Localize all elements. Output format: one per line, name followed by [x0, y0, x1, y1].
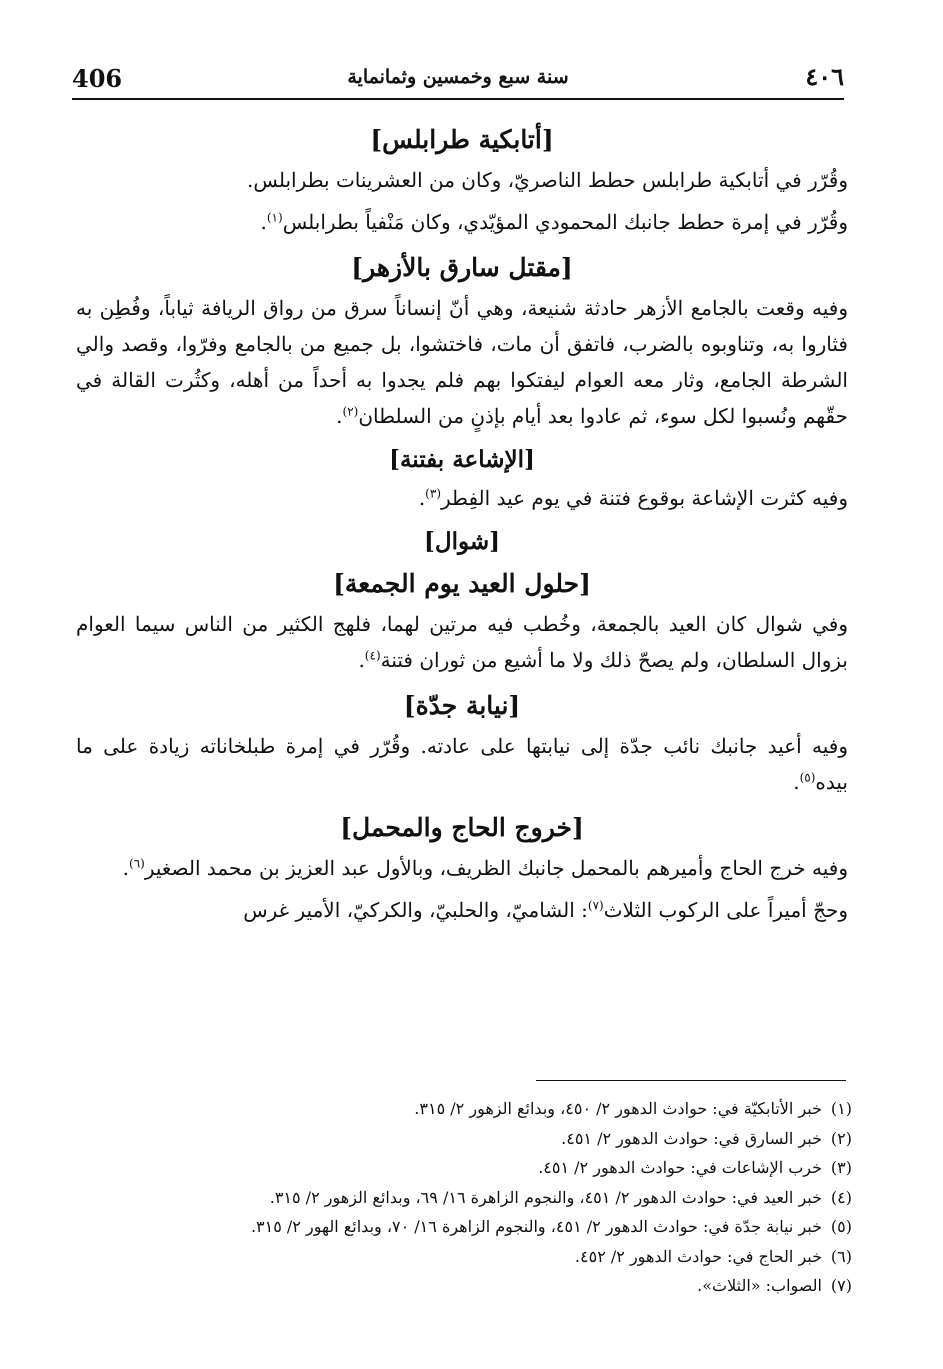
footnote [100, 1271, 852, 1301]
paragraph [76, 850, 848, 886]
footnote [100, 1094, 852, 1124]
footnote-ref: (٣) [425, 486, 441, 501]
footnote-text: خبر نيابة جدّة في: حوادث الدهور ٢/ ٤٥١، والنجوم الزاهرة ١٦/ ٧٠، وبدائع الهور ٢/ ٣١٥. [250, 1217, 822, 1236]
paragraph-text: وفي شوال كان العيد بالجمعة، وخُطب فيه مرتين لهما، فلهج الكثير من الناس سيما العوام بزوال السلطان، ولم يصحّ ذلك ولا ما أشيع من ثوران فتنة [76, 612, 848, 672]
running-title: سنة سبع وخمسين وثمانماية [347, 66, 569, 88]
paragraph-text: وقُرّر في أتابكية طرابلس حطط الناصريّ، وكان من العشرينات بطرابلس. [246, 168, 848, 192]
paragraph-text: . [260, 210, 267, 234]
paragraph [76, 606, 848, 678]
footnote-text: الصواب: «الثلاث». [697, 1276, 822, 1295]
paragraph [76, 290, 848, 434]
footnote-text: خبر الحاج في: حوادث الدهور ٢/ ٤٥٢. [574, 1246, 822, 1266]
paragraph-text: وفيه كثرت الإشاعة بوقوع فتنة في يوم عيد الفِطر [441, 486, 848, 510]
section-heading: [خروج الحاج والمحمل] [340, 813, 584, 842]
paragraph [76, 728, 848, 800]
footnote [100, 1183, 852, 1213]
section-heading: [نيابة جدّة] [403, 691, 521, 720]
paragraph [76, 204, 848, 240]
paragraph-text: . [336, 404, 343, 428]
page-number-latin: 406 [72, 64, 123, 93]
footnote-number: (٧) [830, 1276, 852, 1295]
footnote-text: خبر السارق في: حوادث الدهور ٢/ ٤٥١. [561, 1128, 822, 1148]
footnote-separator [536, 1080, 846, 1081]
footnote-text: خبر العيد في: حوادث الدهور ٢/ ٤٥١، والنجوم الزاهرة ١٦/ ٦٩، وبدائع الزهور ٢/ ٣١٥. [269, 1187, 822, 1207]
paragraph-text: وفيه خرج الحاج وأميرهم بالمحمل جانبك الظريف، وبالأول عبد العزيز بن محمد الصغير [144, 856, 848, 880]
footnote [100, 1124, 852, 1154]
paragraph-text: وقُرّر في إمرة حطط جانبك المحمودي المؤيّدي، وكان مَنْفياً بطرابلس [282, 210, 848, 234]
footnote-number: (٣) [830, 1158, 852, 1177]
footnote-number: (١) [830, 1099, 852, 1118]
footnote-ref: (٧) [587, 898, 604, 913]
footnotes [100, 1094, 852, 1301]
paragraph-text: . [793, 770, 800, 794]
footnote-ref: (٢) [342, 404, 359, 419]
page-number-arabic: ٤٠٦ [805, 62, 844, 91]
paragraph [76, 162, 848, 198]
footnote-number: (٤) [830, 1187, 852, 1207]
paragraph [76, 892, 848, 928]
footnote-text: خرب الإشاعات في: حوادث الدهور ٢/ ٤٥١. [538, 1158, 822, 1177]
page-header [72, 58, 844, 98]
paragraph-text: وحجّ أميراً على الركوب الثلاث [603, 898, 848, 922]
footnote-number: (٢) [830, 1128, 852, 1148]
section-heading: [حلول العيد يوم الجمعة] [333, 569, 591, 598]
paragraph-text: . [122, 856, 129, 880]
footnote [100, 1242, 852, 1272]
paragraph-text: . [358, 648, 365, 672]
section-heading: [شوال] [423, 528, 501, 555]
footnote-ref: (٤) [364, 648, 381, 663]
paragraph-text: . [418, 486, 426, 510]
header-rule [72, 98, 844, 100]
footnote-ref: (٦) [129, 856, 145, 871]
footnote-number: (٦) [830, 1246, 852, 1266]
paragraph-text: : الشاميّ، والحلبيّ، والكركيّ، الأمير غرس [243, 898, 588, 922]
main-text [76, 118, 848, 934]
section-heading: [مقتل سارق بالأزهر] [351, 253, 573, 282]
section-heading: [أتابكية طرابلس] [370, 125, 554, 154]
footnote-number: (٥) [830, 1217, 852, 1236]
footnote-text: خبر الأتابكيّة في: حوادث الدهور ٢/ ٤٥٠، وبدائع الزهور ٢/ ٣١٥. [414, 1099, 822, 1118]
paragraph [76, 480, 848, 516]
footnote-ref: (٥) [799, 770, 816, 785]
paragraph-text: وفيه وقعت بالجامع الأزهر حادثة شنيعة، وهي أنّ إنساناً سرق من رواق الريافة ثياباً، وفُطِن به فثاروا به، وتناوبوه بالضرب، فاتفق أن مات، فاختشوا، بل جميع من بالجامع وفرّوا، وقصد والي الشرطة الجامع، وثار معه العوام ليفتكوا بهم فلم يجدوا به أحداً من أهله، وكثُرت القالة في حقّهم ونُسبوا لكل سوء، ثم عادوا بعد أيام بإذنٍ من السلطان [76, 296, 848, 428]
footnote-ref: (١) [266, 210, 283, 225]
paragraph-text: وفيه أعيد جانبك نائب جدّة إلى نيابتها على عادته. وقُرّر في إمرة طبلخاناته زيادة على ما بيده [76, 734, 848, 794]
section-heading: [الإشاعة بفتنة] [389, 446, 535, 473]
footnote [100, 1212, 852, 1242]
footnote [100, 1153, 852, 1183]
